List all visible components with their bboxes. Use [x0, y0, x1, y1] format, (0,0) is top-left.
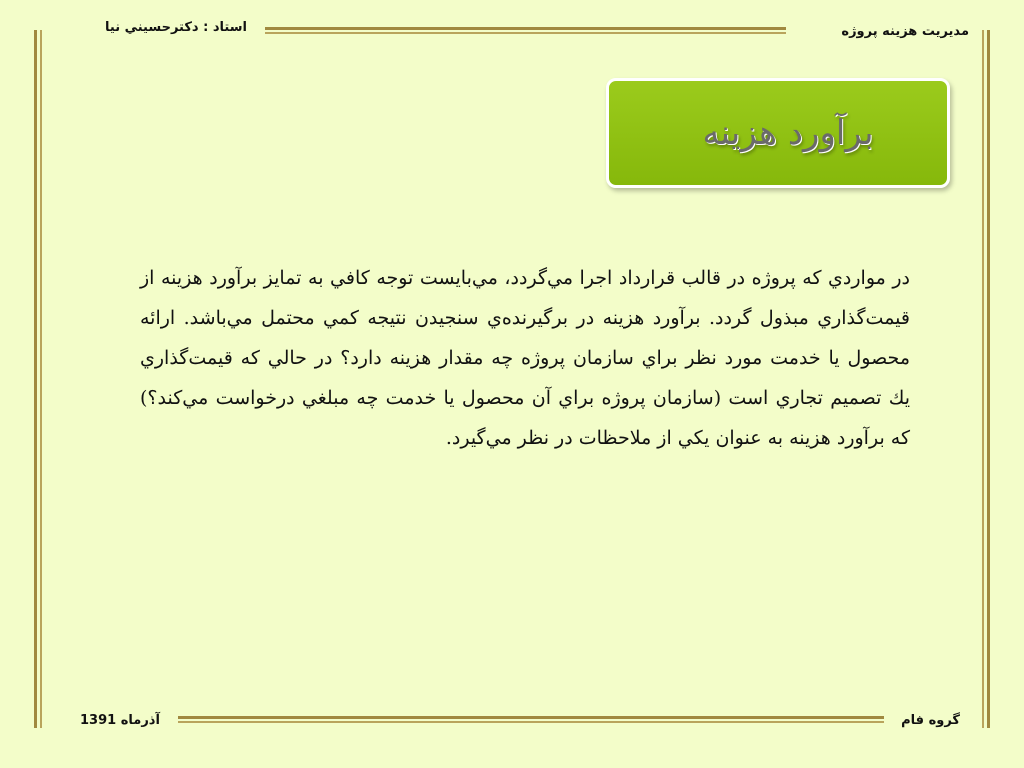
left-border-outer [34, 30, 37, 728]
slide-title-box [606, 78, 950, 188]
left-border-inner [40, 30, 42, 728]
footer-rule [178, 716, 884, 719]
course-title: مديريت هزينه پروژه [841, 24, 969, 39]
slide-body-text: در مواردي كه پروژه در قالب قرارداد اجرا مي‌گردد، مي‌بايست توجه كافي به تمايز برآورد هزينه از قيمت‌گذاري مبذول گردد. برآورد هزينه در برگيرنده‌ي سنجيدن نتيجه كمي محتمل مي‌باشد. ارائه محصول يا خدمت مورد نظر براي سازمان پروژه چه مقدار هزينه دارد؟ در حالي كه قيمت‌گذاري يك تصميم تجاري است (سازمان پروژه براي آن محصول يا خدمت چه مبلغي درخواست مي‌كند؟) كه برآورد هزينه به عنوان يكي از ملاحظات در نظر مي‌گيرد. [140, 267, 910, 449]
right-border-inner [982, 30, 984, 728]
right-border-outer [987, 30, 990, 728]
footer-group-name: گروه فام [901, 713, 960, 728]
header-rule [265, 27, 786, 30]
footer-date: آذرماه 1391 [80, 713, 160, 728]
slide-title: برآورد هزينه [702, 113, 874, 153]
instructor-name: استاد : دكترحسيني نيا [105, 20, 247, 35]
